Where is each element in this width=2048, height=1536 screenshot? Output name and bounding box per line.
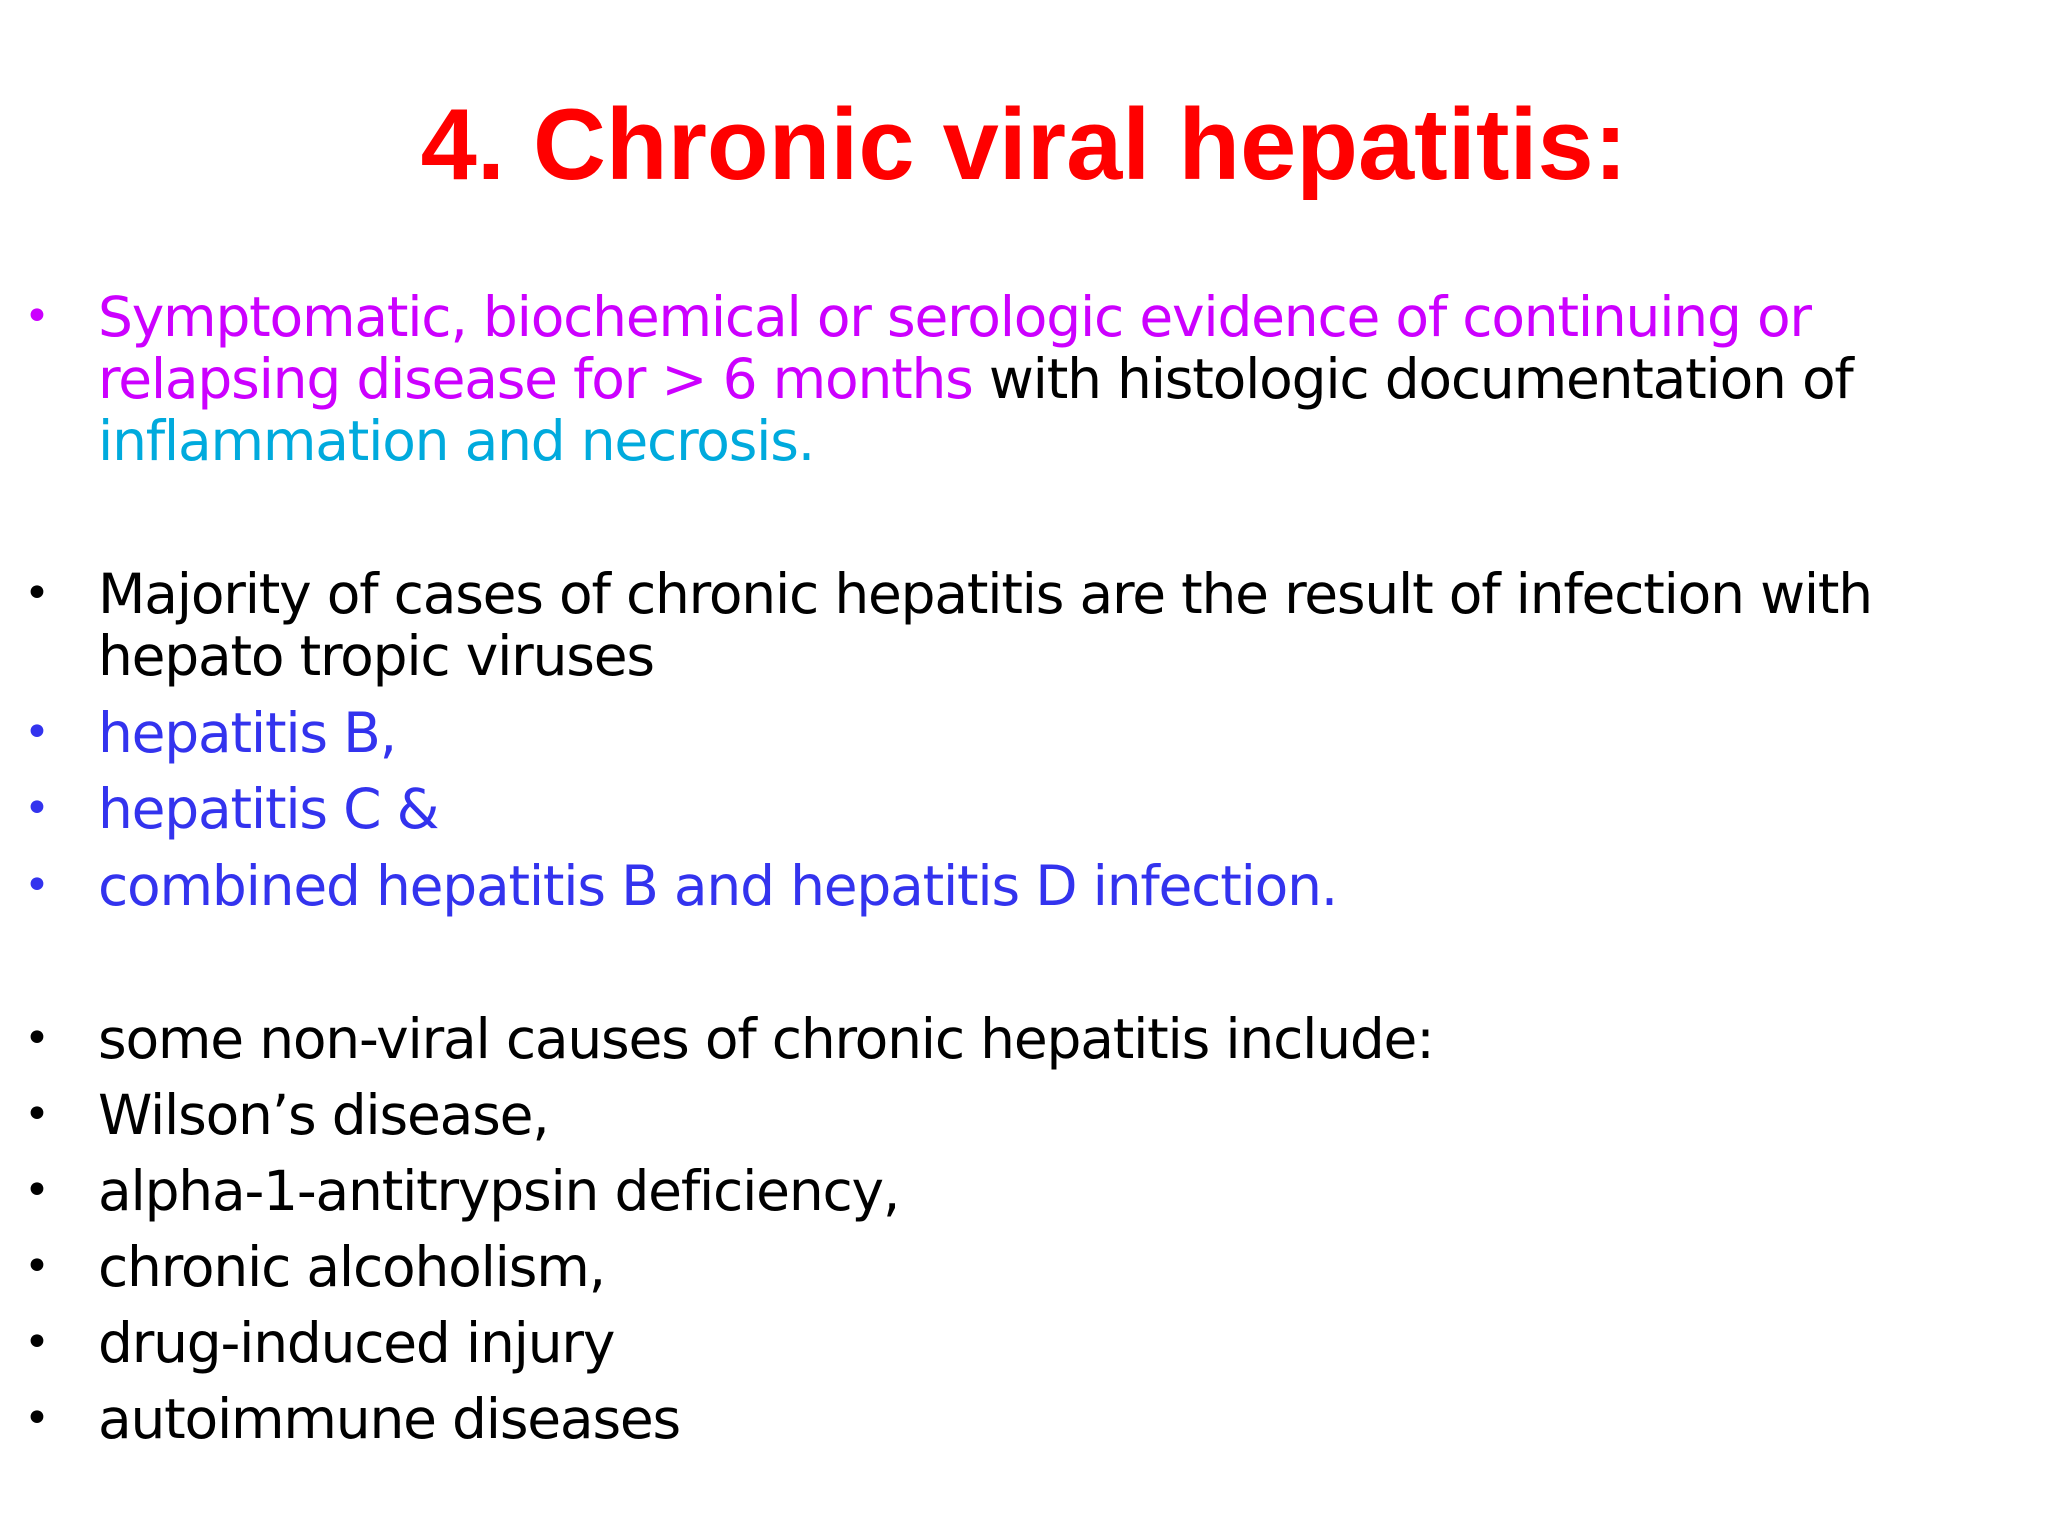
bullet-icon: • [24,1393,50,1444]
bullet-alpha1-antitrypsin: alpha-1-antitrypsin deficiency, [98,1159,900,1223]
bullet-definition [98,286,2018,472]
bullet-icon: • [24,783,50,834]
bullet-chronic-alcoholism: chronic alcoholism, [98,1235,605,1299]
slide-title: 4. Chronic viral hepatitis: [420,89,1628,201]
bullet-icon: • [24,1165,50,1216]
bullet-icon: • [24,707,50,758]
bullet-nonviral-intro: some non-viral causes of chronic hepatitis include: [98,1007,1434,1071]
bullet-hepatitis-b: hepatitis B, [98,701,396,765]
bullet-icon: • [24,1317,50,1368]
bullet-icon: • [24,1013,50,1064]
bullet-hepatitis-c: hepatitis C & [98,777,439,841]
bullet-icon: • [24,1089,50,1140]
bullet-icon: • [24,291,50,342]
bullet-viral-intro: Majority of cases of chronic hepatitis are the result of infection with hepato tropic viruses [98,562,1872,688]
definition-histology-text: with histologic documentation of [972,347,1853,411]
bullet-icon: • [24,568,50,619]
bullet-hepatitis-b-d: combined hepatitis B and hepatitis D infection. [98,854,1338,918]
definition-evidence-text: Symptomatic, biochemical or serologic evidence of continuing or relapsing disease for > 6 months [98,285,1811,411]
bullet-drug-induced-injury: drug-induced injury [98,1311,615,1375]
bullet-wilsons-disease: Wilson’s disease, [98,1083,549,1147]
bullet-autoimmune-diseases: autoimmune diseases [98,1387,680,1451]
bullet-icon: • [24,860,50,911]
definition-inflammation-text: inflammation and necrosis. [98,409,814,473]
bullet-icon: • [24,1241,50,1292]
